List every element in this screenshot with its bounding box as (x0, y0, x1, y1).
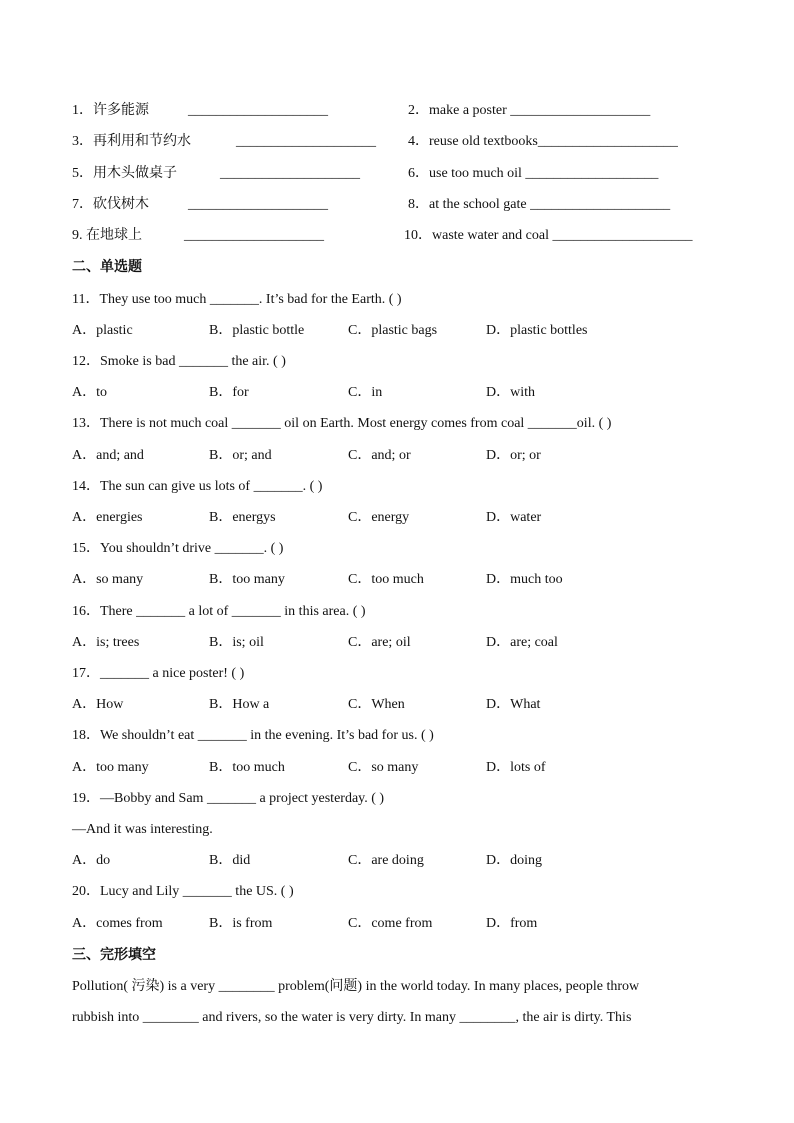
option-d: D．plastic bottles (486, 323, 588, 338)
option-d: D．with (486, 385, 535, 400)
option-a: A．How (72, 697, 124, 712)
option-d: D．are; coal (486, 635, 558, 650)
option-d: D．from (486, 916, 538, 931)
option-d: D．or; or (486, 448, 541, 463)
vocab-item-6 (408, 162, 658, 186)
option-c: C．are doing (348, 853, 424, 868)
option-d: D．lots of (486, 760, 546, 775)
vocab-prompt: 10．waste water and coal ____________________ (404, 228, 693, 243)
option-d: D．much too (486, 572, 563, 587)
vocab-item-2 (408, 99, 650, 123)
vocab-prompt: 6．use too much oil ___________________ (408, 166, 659, 181)
section-heading-cloze: 三、完形填空 (72, 947, 156, 963)
option-a: A．so many (72, 572, 144, 587)
answer-blank: ____________________ (188, 197, 328, 212)
option-b: B．is; oil (209, 635, 264, 650)
dialogue-response: —And it was interesting. (72, 822, 213, 837)
option-b: B．too many (209, 572, 285, 587)
answer-blank: ____________________ (236, 134, 376, 149)
question-stem: 12．Smoke is bad _______ the air. ( ) (72, 354, 286, 369)
option-b: B．How a (209, 697, 270, 712)
option-b: B．too much (209, 760, 285, 775)
question-stem: 15．You shouldn’t drive _______. ( ) (72, 541, 284, 556)
option-c: C．too much (348, 572, 424, 587)
cloze-passage (72, 971, 722, 1033)
vocab-prompt: 4．reuse old textbooks____________________ (408, 134, 678, 149)
question-stem: 17．_______ a nice poster! ( ) (72, 666, 245, 681)
option-c: C．and; or (348, 448, 411, 463)
question-stem: 20．Lucy and Lily _______ the US. ( ) (72, 884, 294, 899)
option-d: D．What (486, 697, 541, 712)
option-b: B．or; and (209, 448, 272, 463)
passage-line: rubbish into ________ and rivers, so the water is very dirty. In many ________, the air is dirty. This (72, 1010, 632, 1025)
answer-blank: ____________________ (184, 228, 324, 243)
option-b: B．is from (209, 916, 273, 931)
option-a: A．and; and (72, 448, 144, 463)
vocab-prompt: 2．make a poster ____________________ (408, 103, 651, 118)
option-a: A．energies (72, 510, 143, 525)
vocab-item-4 (408, 130, 678, 154)
vocab-prompt: 8．at the school gate ____________________ (408, 197, 671, 212)
vocab-prompt: 5．用木头做桌子 (72, 166, 177, 181)
option-d: D．water (486, 510, 542, 525)
answer-blank: ____________________ (220, 166, 360, 181)
option-c: C．are; oil (348, 635, 411, 650)
vocab-item-10 (404, 224, 693, 248)
question-stem: 13．There is not much coal _______ oil on Earth. Most energy comes from coal _______oil. ( ) (72, 416, 612, 431)
option-c: C．in (348, 385, 383, 400)
option-d: D．doing (486, 853, 542, 868)
vocab-item-9 (72, 224, 324, 248)
option-a: A．is; trees (72, 635, 140, 650)
option-b: B．did (209, 853, 251, 868)
option-c: C．so many (348, 760, 419, 775)
option-b: B．energys (209, 510, 276, 525)
option-b: B．plastic bottle (209, 323, 305, 338)
vocab-prompt: 3．再利用和节约水 (72, 134, 191, 149)
option-a: A．comes from (72, 916, 163, 931)
option-c: C．When (348, 697, 405, 712)
vocab-item-5 (72, 162, 360, 186)
option-c: C．plastic bags (348, 323, 438, 338)
question-stem: 19．—Bobby and Sam _______ a project yesterday. ( ) (72, 791, 385, 806)
vocab-item-1 (72, 99, 328, 123)
question-stem: 11．They use too much _______. It’s bad for the Earth. ( ) (72, 292, 402, 307)
answer-blank: ____________________ (188, 103, 328, 118)
option-c: C．energy (348, 510, 410, 525)
option-a: A．plastic (72, 323, 133, 338)
question-stem: 18．We shouldn’t eat _______ in the evening. It’s bad for us. ( ) (72, 728, 434, 743)
section-heading-multiple-choice: 二、单选题 (72, 259, 142, 275)
vocab-item-8 (408, 193, 670, 217)
option-a: A．do (72, 853, 111, 868)
option-b: B．for (209, 385, 249, 400)
vocab-item-3 (72, 130, 376, 154)
passage-line: Pollution( 污染) is a very ________ problem(问题) in the world today. In many places, people throw (72, 979, 640, 994)
option-a: A．to (72, 385, 107, 400)
question-stem: 14．The sun can give us lots of _______. ( ) (72, 479, 323, 494)
vocab-prompt: 7．砍伐树木 (72, 197, 149, 212)
vocab-prompt: 9. 在地球上 (72, 228, 142, 243)
vocab-item-7 (72, 193, 328, 217)
option-c: C．come from (348, 916, 433, 931)
question-stem: 16．There _______ a lot of _______ in this area. ( ) (72, 604, 366, 619)
vocab-prompt: 1．许多能源 (72, 103, 149, 118)
option-a: A．too many (72, 760, 149, 775)
